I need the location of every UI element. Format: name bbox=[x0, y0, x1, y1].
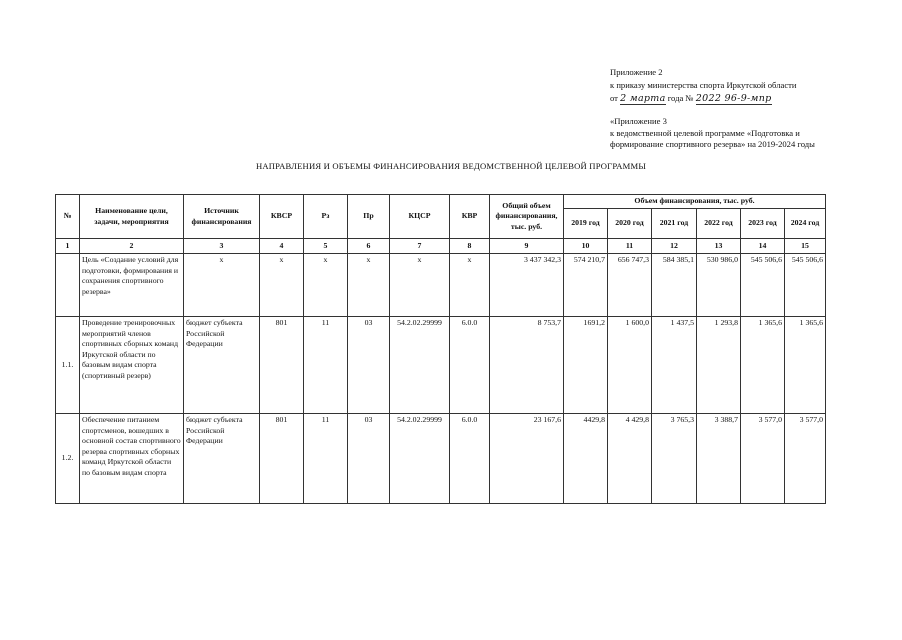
row-year-value: 530 986,0 bbox=[697, 254, 741, 317]
row-total: 8 753,7 bbox=[490, 317, 564, 414]
row-kvsr: x bbox=[260, 254, 304, 317]
header-total: Общий объем финансирования, тыс. руб. bbox=[490, 195, 564, 239]
row-year-value: 1 365,6 bbox=[741, 317, 785, 414]
col-number: 14 bbox=[741, 239, 785, 254]
col-number: 13 bbox=[697, 239, 741, 254]
col-number: 2 bbox=[80, 239, 184, 254]
header-year: 2022 год bbox=[697, 209, 741, 239]
col-number: 6 bbox=[348, 239, 390, 254]
row-year-value: 574 210,7 bbox=[564, 254, 608, 317]
row-no: 1.1. bbox=[56, 317, 80, 414]
row-kcsr: 54.2.02.29999 bbox=[390, 414, 450, 504]
order-reference: к приказу министерства спорта Иркутской области bbox=[610, 80, 797, 90]
column-number-row bbox=[56, 239, 826, 254]
table-row bbox=[56, 254, 826, 317]
col-number: 3 bbox=[184, 239, 260, 254]
program-annex-label: «Приложение 3 bbox=[610, 116, 667, 126]
row-rz: x bbox=[304, 254, 348, 317]
header-year: 2021 год bbox=[652, 209, 697, 239]
col-number: 9 bbox=[490, 239, 564, 254]
row-year-value: 545 506,6 bbox=[785, 254, 826, 317]
col-number: 7 bbox=[390, 239, 450, 254]
row-total: 3 437 342,3 bbox=[490, 254, 564, 317]
header-source: Источник финансирования bbox=[184, 195, 260, 239]
row-rz: 11 bbox=[304, 317, 348, 414]
row-year-value: 4429,8 bbox=[564, 414, 608, 504]
row-name: Обеспечение питанием спортсменов, вошедших в основной состав спортивного резерва спортивных сборных команд Иркутской области по базовым видам спорта bbox=[80, 414, 184, 504]
row-year-value: 3 765,3 bbox=[652, 414, 697, 504]
date-prefix: от bbox=[610, 93, 618, 103]
row-kcsr: x bbox=[390, 254, 450, 317]
header-year: 2019 год bbox=[564, 209, 608, 239]
order-date-line bbox=[610, 93, 772, 104]
table-row bbox=[56, 317, 826, 414]
row-pr: 03 bbox=[348, 414, 390, 504]
row-year-value: 584 385,1 bbox=[652, 254, 697, 317]
program-reference: к ведомственной целевой программе «Подготовка и bbox=[610, 128, 800, 138]
row-pr: 03 bbox=[348, 317, 390, 414]
col-number: 4 bbox=[260, 239, 304, 254]
row-year-value: 3 388,7 bbox=[697, 414, 741, 504]
header-year: 2024 год bbox=[785, 209, 826, 239]
col-number: 5 bbox=[304, 239, 348, 254]
col-number: 15 bbox=[785, 239, 826, 254]
row-year-value: 3 577,0 bbox=[741, 414, 785, 504]
row-year-value: 1 437,5 bbox=[652, 317, 697, 414]
document-title: НАПРАВЛЕНИЯ И ОБЪЕМЫ ФИНАНСИРОВАНИЯ ВЕДОМСТВЕННОЙ ЦЕЛЕВОЙ ПРОГРАММЫ bbox=[255, 161, 647, 171]
header-year: 2020 год bbox=[608, 209, 652, 239]
program-period: формирование спортивного резерва» на 2019-2024 годы bbox=[610, 139, 815, 149]
header-name: Наименование цели, задачи, мероприятия bbox=[80, 195, 184, 239]
header-year: 2023 год bbox=[741, 209, 785, 239]
header-no: № bbox=[56, 195, 80, 239]
row-kvsr: 801 bbox=[260, 414, 304, 504]
handwritten-number: 2022 96-9-мпр bbox=[695, 93, 772, 104]
row-year-value: 1 600,0 bbox=[608, 317, 652, 414]
row-year-value: 4 429,8 bbox=[608, 414, 652, 504]
col-number: 11 bbox=[608, 239, 652, 254]
col-number: 1 bbox=[56, 239, 80, 254]
col-number: 10 bbox=[564, 239, 608, 254]
table-row bbox=[56, 414, 826, 504]
row-source: бюджет субъекта Российской Федерации bbox=[184, 317, 260, 414]
row-year-value: 3 577,0 bbox=[785, 414, 826, 504]
financing-table bbox=[55, 194, 826, 504]
row-no: 1.2. bbox=[56, 414, 80, 504]
row-source: x bbox=[184, 254, 260, 317]
header-kcsr: КЦСР bbox=[390, 195, 450, 239]
row-no bbox=[56, 254, 80, 317]
header-kvr: КВР bbox=[450, 195, 490, 239]
row-year-value: 1 365,6 bbox=[785, 317, 826, 414]
header-volume: Объем финансирования, тыс. руб. bbox=[564, 195, 826, 209]
row-total: 23 167,6 bbox=[490, 414, 564, 504]
handwritten-date: 2 марта bbox=[620, 93, 666, 104]
row-pr: x bbox=[348, 254, 390, 317]
row-name: Проведение тренировочных мероприятий членов спортивных сборных команд Иркутской области по базовым видам спорта (спортивный резерв) bbox=[80, 317, 184, 414]
row-year-value: 1691,2 bbox=[564, 317, 608, 414]
row-kvr: x bbox=[450, 254, 490, 317]
row-year-value: 1 293,8 bbox=[697, 317, 741, 414]
row-source: бюджет субъекта Российской Федерации bbox=[184, 414, 260, 504]
annex-label: Приложение 2 bbox=[610, 67, 663, 77]
row-year-value: 545 506,6 bbox=[741, 254, 785, 317]
col-number: 12 bbox=[652, 239, 697, 254]
row-kvsr: 801 bbox=[260, 317, 304, 414]
header-rz: Рз bbox=[304, 195, 348, 239]
header-kvsr: КВСР bbox=[260, 195, 304, 239]
row-rz: 11 bbox=[304, 414, 348, 504]
col-number: 8 bbox=[450, 239, 490, 254]
row-kvr: 6.0.0 bbox=[450, 317, 490, 414]
row-year-value: 656 747,3 bbox=[608, 254, 652, 317]
row-kvr: 6.0.0 bbox=[450, 414, 490, 504]
header-pr: Пр bbox=[348, 195, 390, 239]
number-label: года № bbox=[667, 93, 694, 103]
row-name: Цель «Создание условий для подготовки, формирования и сохранения спортивного резерва» bbox=[80, 254, 184, 317]
row-kcsr: 54.2.02.29999 bbox=[390, 317, 450, 414]
